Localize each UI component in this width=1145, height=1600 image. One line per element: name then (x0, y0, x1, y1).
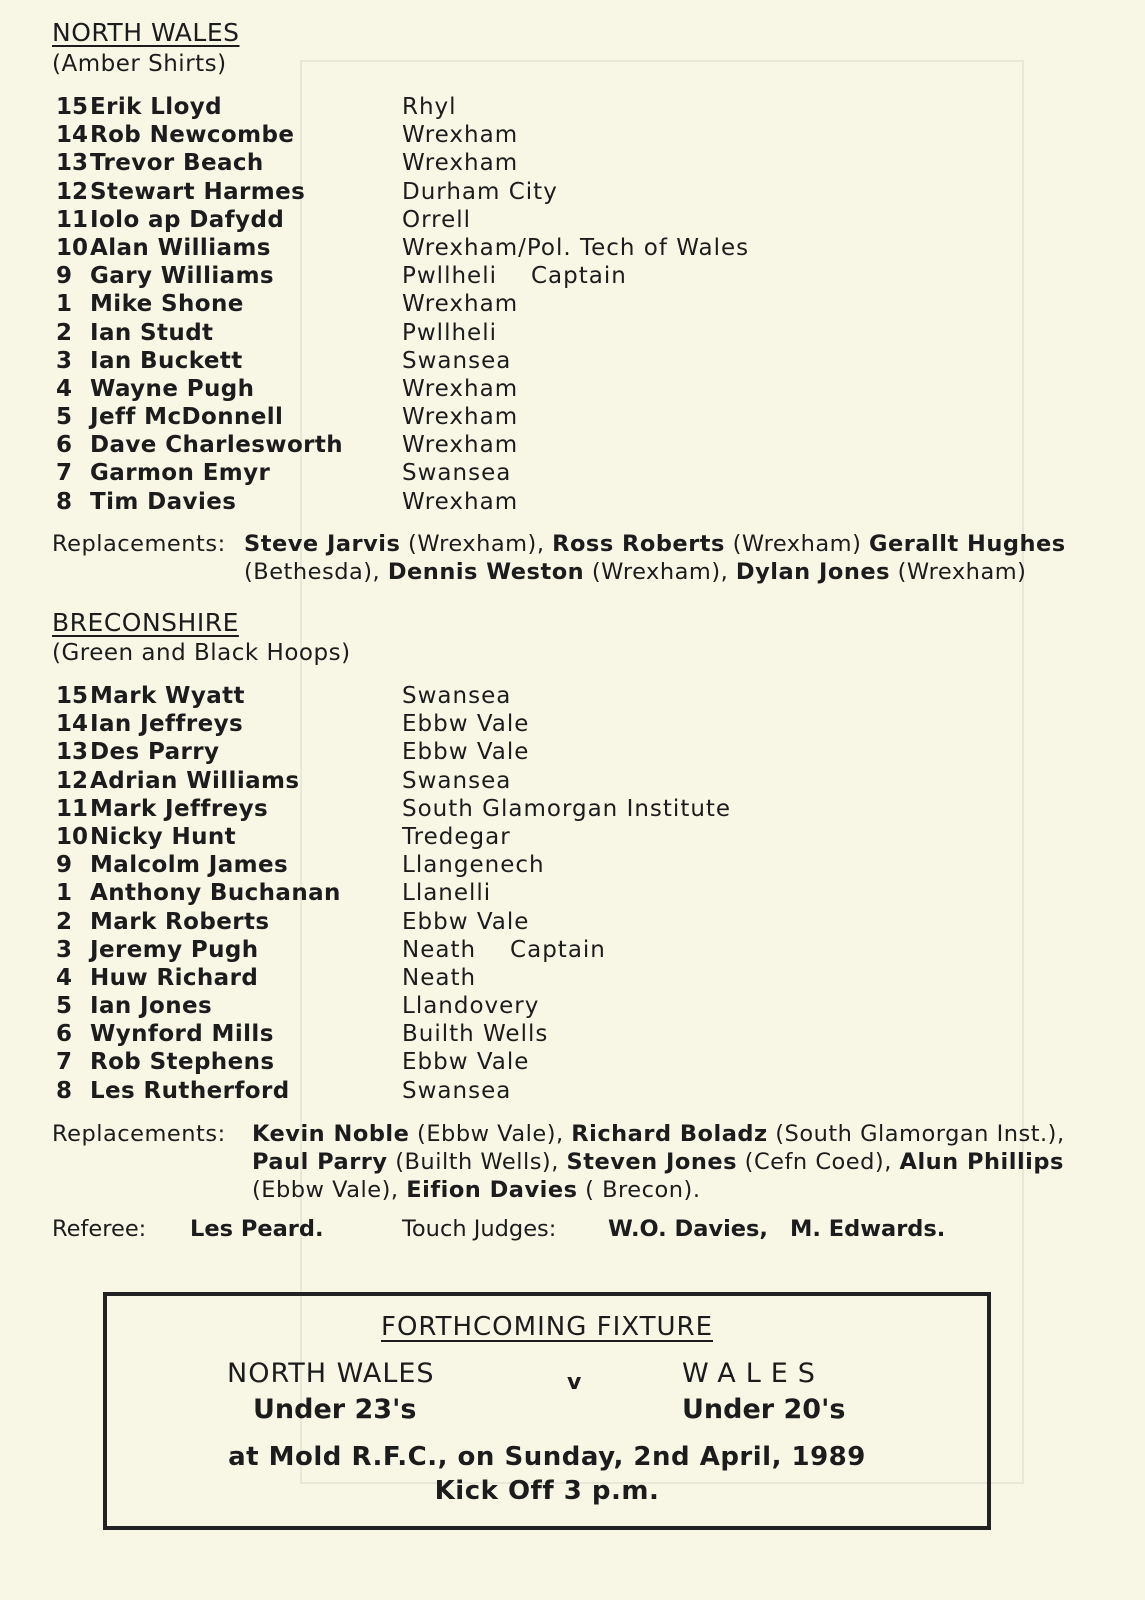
player-name: Ian Buckett (90, 347, 243, 374)
player-number: 2 (56, 908, 73, 935)
player-number: 9 (56, 263, 73, 290)
player-club: Llanelli (402, 880, 492, 907)
player-number: 7 (56, 460, 73, 487)
player-name: Gary Williams (90, 263, 275, 290)
player-name: Stewart Harmes (90, 178, 306, 205)
replacement-club: (South Glamorgan Inst.), (767, 1121, 1065, 1147)
player-club: Wrexham (402, 122, 519, 149)
replacement-club: (Ebbw Vale), (252, 1177, 407, 1203)
player-role: Captain (530, 263, 627, 290)
player-club: Wrexham (402, 291, 519, 318)
replacement-club: (Ebbw Vale), (409, 1121, 572, 1147)
player-name: Des Parry (90, 739, 220, 766)
player-club: Swansea (402, 460, 512, 487)
player-name: Ian Jeffreys (90, 711, 244, 738)
player-club: Llangenech (402, 852, 545, 879)
player-club: Durham City (402, 178, 558, 205)
fixture-kickoff: Kick Off 3 p.m. (434, 1476, 660, 1506)
player-club: Wrexham (402, 488, 519, 515)
north-wales-title: NORTH WALES (52, 18, 240, 47)
player-club: Pwllheli Captain (402, 263, 627, 290)
replacements-label: Replacements: (52, 531, 226, 557)
player-name: Adrian Williams (90, 767, 300, 794)
player-name: Tim Davies (90, 488, 237, 515)
replacement-name: Steven Jones (566, 1149, 738, 1175)
fixture-home-team (227, 1356, 435, 1428)
player-number: 12 (56, 178, 89, 205)
player-row (52, 262, 952, 290)
replacement-club: (Builth Wells), (387, 1149, 567, 1175)
player-name: Dave Charlesworth (90, 432, 344, 459)
player-number: 12 (56, 767, 89, 794)
player-name: Huw Richard (90, 964, 259, 991)
player-name: Trevor Beach (90, 150, 264, 177)
player-number: 7 (56, 1049, 73, 1076)
player-name: Malcolm James (90, 852, 289, 879)
player-row (52, 908, 952, 936)
player-club: Swansea (402, 347, 512, 374)
replacement-name: Gerallt Hughes (869, 531, 1066, 557)
player-club: Wrexham/Pol. Tech of Wales (402, 234, 750, 261)
player-row (52, 149, 952, 177)
player-row (52, 710, 952, 738)
player-row (52, 93, 952, 121)
player-row (52, 431, 952, 459)
player-row (52, 1077, 952, 1105)
player-name: Wayne Pugh (90, 375, 255, 402)
breconshire-roster (52, 682, 952, 1105)
player-row (52, 290, 952, 318)
replacement-club: (Wrexham), (584, 559, 736, 585)
player-row (52, 936, 952, 964)
player-number: 6 (56, 432, 73, 459)
replacement-name: Richard Boladz (571, 1121, 768, 1147)
player-name: Mark Roberts (90, 908, 270, 935)
player-number: 15 (56, 683, 89, 709)
player-club: Wrexham (402, 404, 519, 431)
player-name: Rob Newcombe (90, 122, 295, 149)
replacement-name: Ross Roberts (552, 531, 725, 557)
player-club: Ebbw Vale (402, 908, 530, 935)
replacement-club: (Bethesda), (244, 559, 388, 585)
player-club: Swansea (402, 683, 512, 709)
player-number: 13 (56, 150, 89, 177)
player-number: 1 (56, 880, 73, 907)
player-row (52, 795, 952, 823)
player-role: Captain (510, 936, 606, 963)
player-row (52, 178, 952, 206)
touch-judge-1: W.O. Davies, (608, 1216, 768, 1242)
fixture-venue-date: at Mold R.F.C., on Sunday, 2nd April, 1989 (228, 1442, 866, 1472)
player-name: Jeremy Pugh (90, 936, 259, 963)
replacement-name: Eifion Davies (406, 1177, 578, 1203)
player-number: 1 (56, 291, 73, 318)
replacement-club: (Cefn Coed), (737, 1149, 900, 1175)
player-number: 3 (56, 936, 73, 963)
player-number: 4 (56, 375, 73, 402)
player-name: Erik Lloyd (90, 94, 223, 120)
home-team-age: Under 23's (253, 1394, 417, 1425)
player-number: 14 (56, 711, 89, 738)
player-name: Wynford Mills (90, 1021, 274, 1048)
player-number: 4 (56, 964, 73, 991)
player-club: Ebbw Vale (402, 1049, 530, 1076)
player-number: 14 (56, 122, 89, 149)
player-row (52, 319, 952, 347)
referee-label: Referee: (52, 1216, 147, 1242)
player-club: Pwllheli (402, 319, 497, 346)
player-club: Rhyl (402, 94, 457, 120)
breconshire-colours: (Green and Black Hoops) (52, 640, 351, 666)
player-number: 6 (56, 1021, 73, 1048)
north-wales-roster (52, 93, 952, 516)
player-number: 8 (56, 488, 73, 515)
player-row (52, 879, 952, 907)
player-row (52, 964, 952, 992)
player-number: 2 (56, 319, 73, 346)
player-number: 3 (56, 347, 73, 374)
fixture-heading: FORTHCOMING FIXTURE (381, 1312, 713, 1342)
player-number: 5 (56, 993, 73, 1020)
player-club: Neath (402, 964, 477, 991)
versus-text: v (567, 1370, 582, 1395)
player-club: Tredegar (402, 823, 511, 850)
forthcoming-fixture-box (103, 1292, 991, 1530)
player-club: South Glamorgan Institute (402, 795, 732, 822)
player-club: Wrexham (402, 375, 519, 402)
player-number: 10 (56, 234, 89, 261)
player-row (52, 823, 952, 851)
player-name: Mark Wyatt (90, 683, 245, 709)
replacement-club: (Wrexham) (890, 559, 1027, 585)
player-row (52, 682, 952, 710)
replacement-club: (Wrexham) (724, 531, 870, 557)
player-number: 11 (56, 206, 89, 233)
player-club: Builth Wells (402, 1021, 549, 1048)
player-number: 9 (56, 852, 73, 879)
replacement-club: (Wrexham), (400, 531, 553, 557)
player-row (52, 206, 952, 234)
replacements-label: Replacements: (52, 1121, 226, 1147)
player-club: Ebbw Vale (402, 739, 530, 766)
player-number: 8 (56, 1077, 73, 1104)
player-row (52, 347, 952, 375)
replacement-name: Kevin Noble (252, 1121, 410, 1147)
player-number: 10 (56, 823, 89, 850)
replacement-name: Dylan Jones (735, 559, 890, 585)
player-name: Garmon Emyr (90, 460, 271, 487)
player-row (52, 234, 952, 262)
replacement-name: Alun Phillips (899, 1149, 1064, 1175)
player-row (52, 1020, 952, 1048)
player-club: Orrell (402, 206, 472, 233)
player-name: Rob Stephens (90, 1049, 275, 1076)
player-name: Iolo ap Dafydd (90, 206, 285, 233)
away-team-name: WALES (682, 1358, 825, 1389)
player-name: Jeff McDonnell (90, 404, 284, 431)
player-club: Neath Captain (402, 936, 606, 963)
player-row (52, 488, 952, 516)
player-name: Alan Williams (90, 234, 271, 261)
touch-judges-label: Touch Judges: (402, 1216, 557, 1242)
replacement-name: Paul Parry (252, 1149, 388, 1175)
player-number: 15 (56, 94, 89, 120)
player-name: Ian Studt (90, 319, 214, 346)
player-name: Mike Shone (90, 291, 244, 318)
player-row (52, 1048, 952, 1076)
player-row (52, 121, 952, 149)
player-row (52, 992, 952, 1020)
player-row (52, 851, 952, 879)
player-club: Swansea (402, 767, 512, 794)
player-club: Wrexham (402, 150, 519, 177)
player-row (52, 738, 952, 766)
player-name: Mark Jeffreys (90, 795, 269, 822)
referee-name: Les Peard. (190, 1216, 324, 1242)
player-number: 13 (56, 739, 89, 766)
player-number: 11 (56, 795, 89, 822)
player-name: Anthony Buchanan (90, 880, 341, 907)
player-club: Llandovery (402, 993, 540, 1020)
player-row (52, 375, 952, 403)
breconshire-title: BRECONSHIRE (52, 608, 239, 637)
player-club: Ebbw Vale (402, 711, 530, 738)
north-wales-colours: (Amber Shirts) (52, 51, 227, 77)
replacement-name: Steve Jarvis (244, 531, 401, 557)
player-name: Les Rutherford (90, 1077, 290, 1104)
away-team-age: Under 20's (682, 1394, 846, 1425)
player-name: Ian Jones (90, 993, 213, 1020)
replacement-name: Dennis Weston (387, 559, 585, 585)
player-row (52, 459, 952, 487)
touch-judge-2: M. Edwards. (790, 1216, 946, 1242)
player-number: 5 (56, 404, 73, 431)
player-row (52, 403, 952, 431)
player-club: Wrexham (402, 432, 519, 459)
home-team-name: NORTH WALES (227, 1358, 435, 1389)
player-row (52, 767, 952, 795)
player-name: Nicky Hunt (90, 823, 237, 850)
player-club: Swansea (402, 1077, 512, 1104)
replacement-club: ( Brecon). (577, 1177, 701, 1203)
fixture-away-team (682, 1356, 845, 1428)
